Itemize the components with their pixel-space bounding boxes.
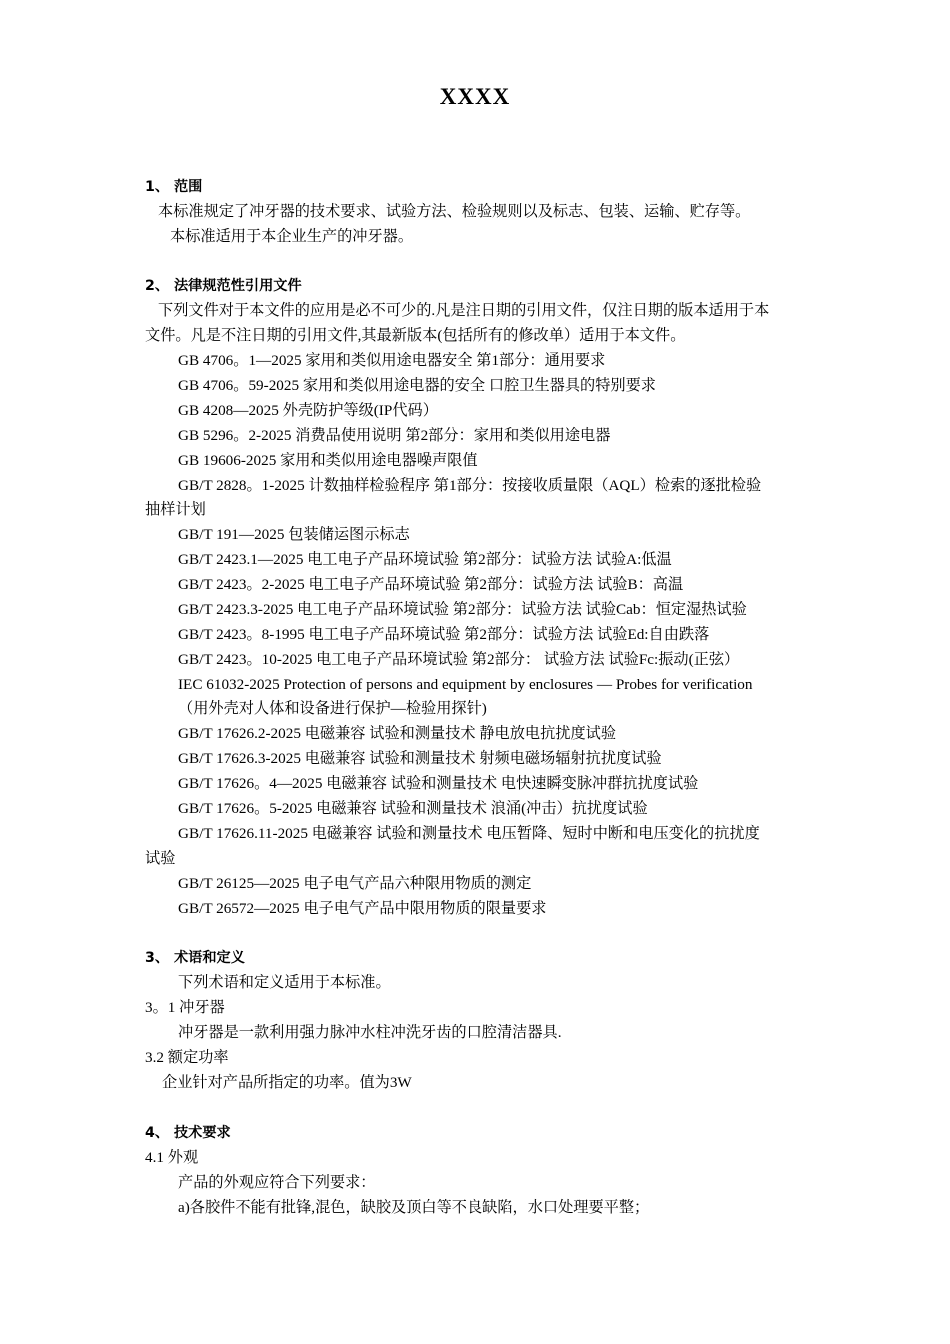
document-title: XXXX (439, 84, 511, 109)
section-3-heading: 3、 术语和定义 (145, 950, 245, 966)
section-3-intro: 下列术语和定义适用于本标准。 (178, 974, 391, 991)
reference-item: GB/T 2423.1—2025 电工电子产品环境试验 第2部分：试验方法 试验A:低温 (178, 551, 672, 568)
term-definition: 冲牙器是一款利用强力脉冲水柱冲洗牙齿的口腔清洁器具. (178, 1024, 562, 1041)
reference-item: GB/T 191—2025 包装储运图示标志 (178, 526, 410, 543)
section-1-paragraph: 本标准规定了冲牙器的技术要求、试验方法、检验规则以及标志、包装、运输、贮存等。 (158, 203, 751, 220)
reference-item-continuation: （用外壳对人体和设备进行保护—检验用探针) (178, 700, 487, 717)
section-1-paragraph: 本标准适用于本企业生产的冲牙器。 (170, 228, 413, 245)
reference-item: GB/T 26125—2025 电子电气产品六种限用物质的测定 (178, 875, 532, 892)
section-2-heading: 2、 法律规范性引用文件 (145, 278, 302, 294)
reference-item: GB 4208—2025 外壳防护等级(IP代码） (178, 402, 438, 419)
section-2-intro: 文件。凡是不注日期的引用文件,其最新版本(包括所有的修改单）适用于本文件。 (145, 327, 686, 344)
reference-item: GB/T 17626.11-2025 电磁兼容 试验和测量技术 电压暂降、短时中断和电压变化的抗扰度 (178, 825, 760, 842)
subsection-intro: 产品的外观应符合下列要求： (178, 1174, 376, 1191)
term-heading: 3.2 额定功率 (145, 1049, 229, 1066)
reference-item: GB 5296。2-2025 消费品使用说明 第2部分：家用和类似用途电器 (178, 427, 611, 444)
reference-item: GB 19606-2025 家用和类似用途电器噪声限值 (178, 452, 478, 469)
reference-item-continuation: 试验 (145, 850, 176, 867)
section-1-heading: 1、 范围 (145, 179, 203, 195)
reference-item: IEC 61032-2025 Protection of persons and equipment by enclosures — Probes for verification (178, 676, 753, 693)
reference-item: GB 4706。1—2025 家用和类似用途电器安全 第1部分：通用要求 (178, 352, 606, 369)
reference-item: GB/T 26572—2025 电子电气产品中限用物质的限量要求 (178, 900, 547, 917)
reference-item: GB/T 2423。2-2025 电工电子产品环境试验 第2部分：试验方法 试验B：高温 (178, 576, 684, 593)
section-2-intro: 下列文件对于本文件的应用是必不可少的.凡是注日期的引用文件，仅注日期的版本适用于本 (158, 302, 770, 319)
reference-item: GB/T 17626.2-2025 电磁兼容 试验和测量技术 静电放电抗扰度试验 (178, 725, 617, 742)
section-4-heading: 4、 技术要求 (145, 1125, 231, 1141)
reference-item: GB/T 17626。5-2025 电磁兼容 试验和测量技术 浪涌(冲击）抗扰度试验 (178, 800, 648, 817)
reference-item: GB/T 2423。8-1995 电工电子产品环境试验 第2部分：试验方法 试验Ed:自由跌落 (178, 626, 710, 643)
reference-item: GB/T 2423。10-2025 电工电子产品环境试验 第2部分： 试验方法 试验Fc:振动(正弦） (178, 651, 740, 668)
reference-item: GB/T 17626.3-2025 电磁兼容 试验和测量技术 射频电磁场辐射抗扰度试验 (178, 750, 662, 767)
reference-item-continuation: 抽样计划 (145, 501, 206, 518)
term-definition: 企业针对产品所指定的功率。值为3W (162, 1074, 412, 1091)
requirement-item: a)各胶件不能有批锋,混色，缺胶及顶白等不良缺陷，水口处理要平整； (178, 1199, 650, 1216)
term-heading: 3。1 冲牙器 (145, 999, 225, 1016)
subsection-heading: 4.1 外观 (145, 1149, 199, 1166)
reference-item: GB/T 17626。4—2025 电磁兼容 试验和测量技术 电快速瞬变脉冲群抗扰度试验 (178, 775, 699, 792)
reference-item: GB/T 2423.3-2025 电工电子产品环境试验 第2部分：试验方法 试验Cab：恒定湿热试验 (178, 601, 747, 618)
reference-item: GB/T 2828。1-2025 计数抽样检验程序 第1部分：按接收质量限（AQL）检索的逐批检验 (178, 477, 762, 494)
reference-item: GB 4706。59-2025 家用和类似用途电器的安全 口腔卫生器具的特别要求 (178, 377, 656, 394)
